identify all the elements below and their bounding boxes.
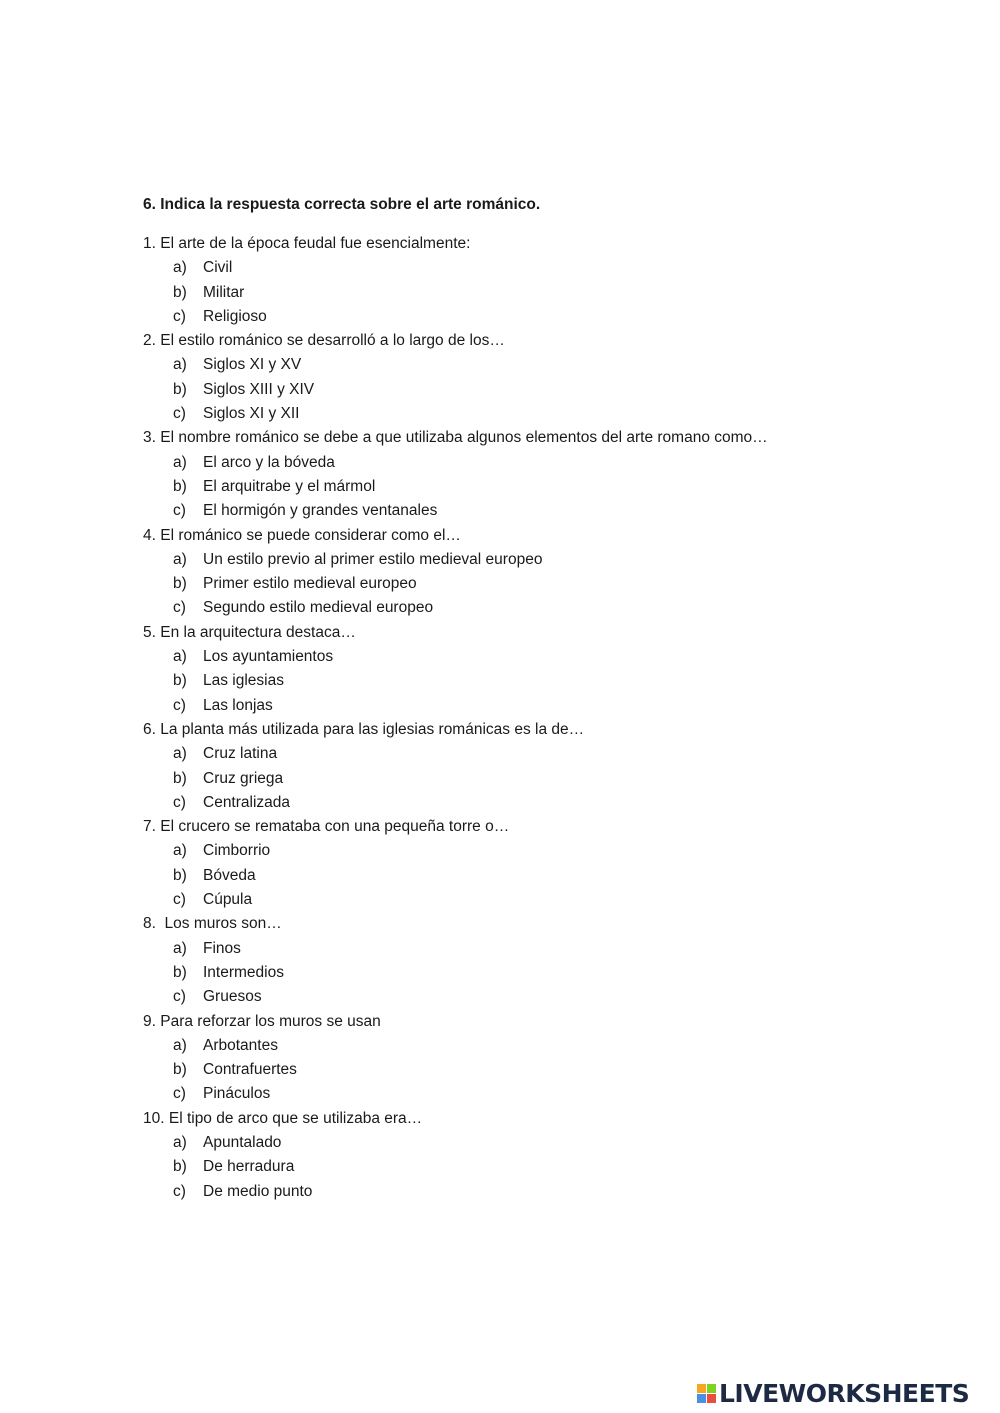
answer-option[interactable] xyxy=(143,1131,943,1155)
answer-option[interactable] xyxy=(143,475,943,499)
answer-option[interactable] xyxy=(143,1082,943,1106)
option-letter: b) xyxy=(173,1158,187,1176)
option-text: Pináculos xyxy=(203,1085,271,1103)
option-letter: b) xyxy=(173,672,187,690)
option-letter: a) xyxy=(173,648,187,666)
option-text: Las iglesias xyxy=(203,672,284,690)
option-text: El hormigón y grandes ventanales xyxy=(203,502,438,520)
answer-option[interactable] xyxy=(143,791,943,815)
option-letter: b) xyxy=(173,477,187,495)
question-text: 3. El nombre románico se debe a que utilizaba algunos elementos del arte romano como… xyxy=(143,429,768,447)
answer-option[interactable] xyxy=(143,402,943,426)
option-letter: c) xyxy=(173,793,186,811)
question-text: 2. El estilo románico se desarrolló a lo largo de los… xyxy=(143,332,505,350)
option-letter: a) xyxy=(173,356,187,374)
answer-option[interactable] xyxy=(143,378,943,402)
option-text: De medio punto xyxy=(203,1182,313,1200)
question-text: 7. El crucero se remataba con una pequeña torre o… xyxy=(143,818,510,836)
answer-option[interactable] xyxy=(143,353,943,377)
option-text: Segundo estilo medieval europeo xyxy=(203,599,434,617)
option-letter: c) xyxy=(173,891,186,909)
option-letter: a) xyxy=(173,550,187,568)
answer-option[interactable] xyxy=(143,985,943,1009)
answer-option[interactable] xyxy=(143,281,943,305)
option-letter: a) xyxy=(173,259,187,277)
option-letter: c) xyxy=(173,307,186,325)
answer-option[interactable] xyxy=(143,256,943,280)
option-text: Contrafuertes xyxy=(203,1061,297,1079)
answer-option[interactable] xyxy=(143,1058,943,1082)
logo-text: LIVEWORKSHEETS xyxy=(719,1378,970,1408)
answer-option[interactable] xyxy=(143,742,943,766)
option-letter: c) xyxy=(173,1182,186,1200)
option-text: Cruz latina xyxy=(203,745,278,763)
question-text: 6. La planta más utilizada para las iglesias románicas es la de… xyxy=(143,720,585,738)
answer-option[interactable] xyxy=(143,548,943,572)
option-text: Intermedios xyxy=(203,963,284,981)
option-text: Arbotantes xyxy=(203,1036,278,1054)
worksheet-title: 6. Indica la respuesta correcta sobre el arte románico. xyxy=(143,196,541,213)
option-text: Finos xyxy=(203,939,241,957)
option-text: Los ayuntamientos xyxy=(203,648,334,666)
option-text: Religioso xyxy=(203,307,267,325)
option-letter: b) xyxy=(173,283,187,301)
option-letter: a) xyxy=(173,745,187,763)
option-text: Apuntalado xyxy=(203,1133,282,1151)
answer-option[interactable] xyxy=(143,451,943,475)
question-text: 9. Para reforzar los muros se usan xyxy=(143,1012,381,1030)
option-text: Siglos XI y XV xyxy=(203,356,302,374)
option-text: Siglos XI y XII xyxy=(203,405,300,423)
option-letter: b) xyxy=(173,769,187,787)
answer-option[interactable] xyxy=(143,1034,943,1058)
option-letter: c) xyxy=(173,502,186,520)
answer-option[interactable] xyxy=(143,1155,943,1179)
option-letter: a) xyxy=(173,1036,187,1054)
answer-option[interactable] xyxy=(143,305,943,329)
option-text: Militar xyxy=(203,283,245,301)
option-letter: a) xyxy=(173,842,187,860)
answer-option[interactable] xyxy=(143,694,943,718)
answer-option[interactable] xyxy=(143,864,943,888)
liveworksheets-logo-icon xyxy=(697,1384,716,1403)
option-letter: c) xyxy=(173,696,186,714)
answer-option[interactable] xyxy=(143,1180,943,1204)
option-letter: b) xyxy=(173,866,187,884)
question-text: 5. En la arquitectura destaca… xyxy=(143,623,356,641)
option-text: Bóveda xyxy=(203,866,256,884)
answer-option[interactable] xyxy=(143,572,943,596)
answer-option[interactable] xyxy=(143,937,943,961)
option-letter: c) xyxy=(173,599,186,617)
option-letter: a) xyxy=(173,1133,187,1151)
option-text: Centralizada xyxy=(203,793,291,811)
option-text: El arco y la bóveda xyxy=(203,453,335,471)
option-text: Primer estilo medieval europeo xyxy=(203,575,417,593)
option-text: Gruesos xyxy=(203,988,262,1006)
option-text: Las lonjas xyxy=(203,696,273,714)
option-text: Cúpula xyxy=(203,891,253,909)
question-text: 1. El arte de la época feudal fue esencialmente: xyxy=(143,235,471,252)
option-letter: b) xyxy=(173,575,187,593)
option-text: Un estilo previo al primer estilo medieval europeo xyxy=(203,550,543,568)
answer-option[interactable] xyxy=(143,839,943,863)
option-letter: c) xyxy=(173,1085,186,1103)
answer-option[interactable] xyxy=(143,767,943,791)
liveworksheets-logo xyxy=(697,1378,969,1408)
option-text: Civil xyxy=(203,259,233,277)
option-letter: b) xyxy=(173,963,187,981)
option-letter: b) xyxy=(173,380,187,398)
question-text: 8. Los muros son… xyxy=(143,915,282,933)
answer-option[interactable] xyxy=(143,888,943,912)
answer-option[interactable] xyxy=(143,645,943,669)
option-letter: c) xyxy=(173,405,186,423)
question-text: 4. El románico se puede considerar como el… xyxy=(143,526,461,544)
option-text: Cimborrio xyxy=(203,842,271,860)
answer-option[interactable] xyxy=(143,961,943,985)
option-letter: a) xyxy=(173,939,187,957)
answer-option[interactable] xyxy=(143,499,943,523)
option-text: Siglos XIII y XIV xyxy=(203,380,315,398)
question-text: 10. El tipo de arco que se utilizaba era… xyxy=(143,1109,423,1127)
option-letter: b) xyxy=(173,1061,187,1079)
option-letter: a) xyxy=(173,453,187,471)
option-letter: c) xyxy=(173,988,186,1006)
answer-option[interactable] xyxy=(143,669,943,693)
option-text: De herradura xyxy=(203,1158,295,1176)
question-list xyxy=(143,232,943,1204)
option-text: Cruz griega xyxy=(203,769,284,787)
answer-option[interactable] xyxy=(143,596,943,620)
option-text: El arquitrabe y el mármol xyxy=(203,477,376,495)
